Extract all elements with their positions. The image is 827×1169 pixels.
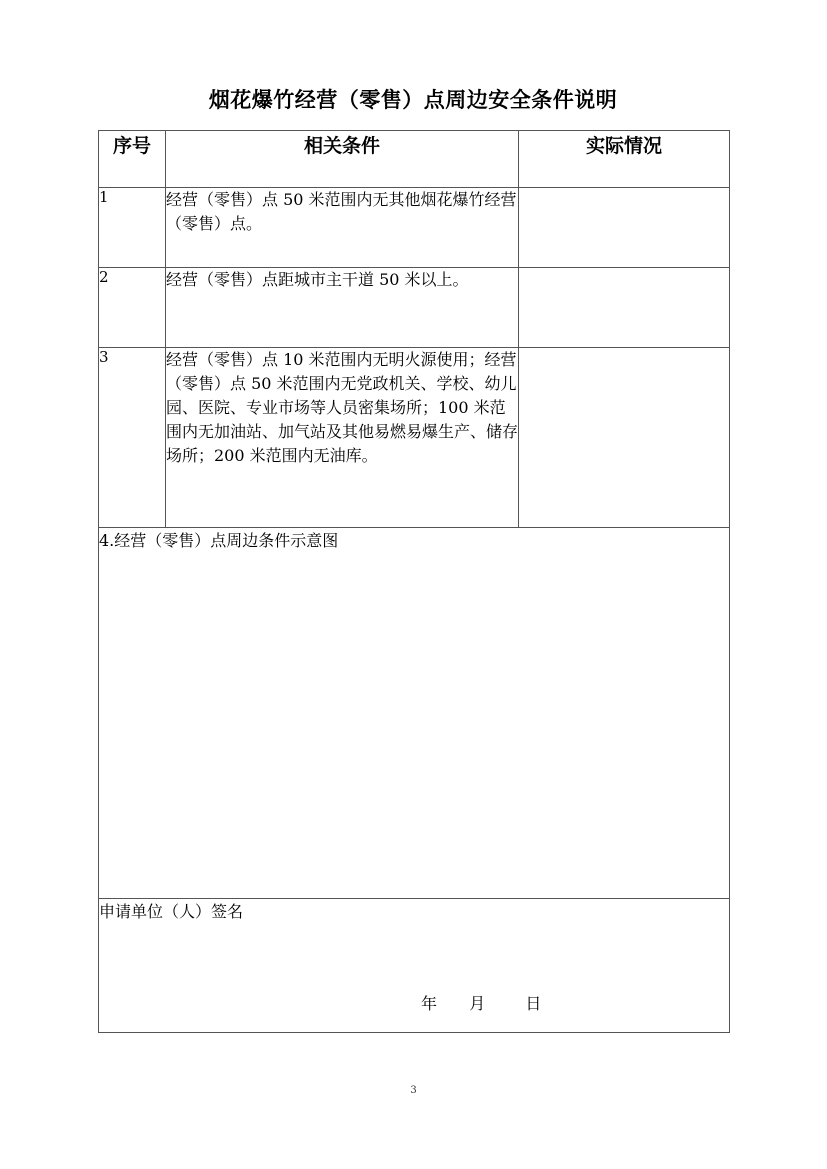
date-day: 日 (525, 994, 542, 1013)
date-month: 月 (469, 994, 486, 1013)
header-actual: 实际情况 (519, 131, 730, 188)
page-number: 3 (410, 1085, 417, 1096)
header-condition: 相关条件 (166, 131, 519, 188)
row-condition: 经营（零售）点距城市主干道 50 米以上。 (166, 268, 519, 348)
date-line (421, 991, 541, 1014)
signature-label: 申请单位（人）签名 (99, 902, 244, 921)
header-index: 序号 (99, 131, 166, 188)
signature-area[interactable] (99, 899, 730, 1033)
document-title: 烟花爆竹经营（零售）点周边安全条件说明 (208, 88, 618, 112)
table-row (99, 188, 730, 268)
row-index: 2 (99, 268, 166, 348)
conditions-table (98, 130, 730, 1033)
table-header-row (99, 131, 730, 188)
table-row (99, 348, 730, 528)
table-row (99, 268, 730, 348)
diagram-label: 4.经营（零售）点周边条件示意图 (99, 531, 339, 550)
signature-row (99, 899, 730, 1033)
row-index: 3 (99, 348, 166, 528)
row-actual-field[interactable] (519, 268, 730, 348)
date-year: 年 (421, 994, 438, 1013)
diagram-area[interactable] (99, 528, 730, 899)
row-index: 1 (99, 188, 166, 268)
diagram-row (99, 528, 730, 899)
row-condition: 经营（零售）点 10 米范围内无明火源使用；经营（零售）点 50 米范围内无党政机关、学校、幼儿园、医院、专业市场等人员密集场所；100 米范围内无加油站、加气站及其他易燃易爆生产、储存场所；200 米范围内无油库。 (166, 348, 519, 528)
row-actual-field[interactable] (519, 188, 730, 268)
row-condition: 经营（零售）点 50 米范围内无其他烟花爆竹经营（零售）点。 (166, 188, 519, 268)
row-actual-field[interactable] (519, 348, 730, 528)
